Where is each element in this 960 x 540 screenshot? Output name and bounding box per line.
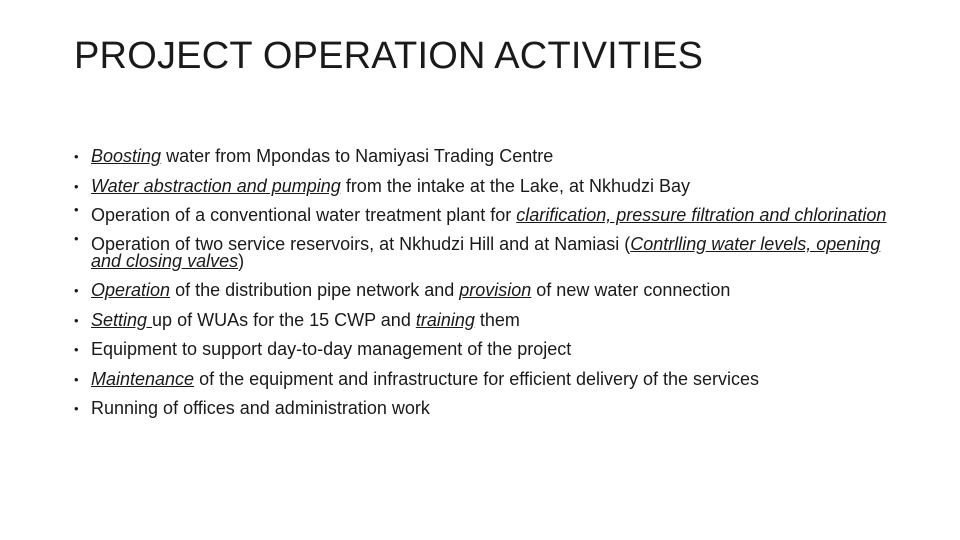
- bullet-text: of the equipment and infrastructure for efficient delivery of the services: [194, 368, 760, 389]
- emphasis-text: Setting: [91, 309, 153, 330]
- bullet-item: [74, 230, 894, 276]
- emphasis-text: clarification, pressure filtration and chlorination: [516, 205, 887, 225]
- bullet-text: Running of offices and administration work: [91, 398, 430, 418]
- bullet-list: [74, 142, 894, 424]
- bullet-dot-icon: •: [74, 283, 79, 298]
- bullet-item: [74, 276, 894, 306]
- emphasis-text: training: [415, 309, 475, 330]
- bullet-item: [74, 335, 894, 365]
- bullet-item: [74, 172, 894, 202]
- bullet-text: Operation of two service reservoirs, at Nkhudzi Hill and at Namiasi (: [91, 234, 631, 254]
- bullet-item: [74, 394, 894, 424]
- bullet-dot-icon: •: [74, 202, 79, 217]
- bullet-text: of the distribution pipe network and: [170, 280, 460, 300]
- bullet-text: ): [238, 251, 245, 271]
- bullet-dot-icon: •: [74, 371, 79, 387]
- bullet-item: [74, 142, 894, 172]
- bullet-dot-icon: •: [74, 178, 79, 194]
- emphasis-text: Operation: [91, 280, 171, 300]
- bullet-text: up of WUAs for the 15 CWP and: [152, 309, 416, 330]
- emphasis-text: provision: [459, 280, 532, 300]
- emphasis-text: Maintenance: [91, 368, 195, 389]
- bullet-item: [74, 365, 894, 395]
- emphasis-text: Water abstraction and pumping: [91, 175, 341, 196]
- bullet-dot-icon: •: [74, 401, 79, 416]
- bullet-text: them: [474, 309, 520, 330]
- bullet-text: water from Mpondas to Namiyasi Trading Centre: [161, 146, 554, 166]
- bullet-item: [74, 201, 894, 230]
- bullet-text: Equipment to support day-to-day management of the project: [91, 339, 572, 359]
- bullet-dot-icon: •: [74, 342, 79, 357]
- bullet-dot-icon: •: [74, 231, 79, 246]
- slide-title: PROJECT OPERATION ACTIVITIES: [74, 35, 704, 77]
- bullet-dot-icon: •: [74, 149, 79, 164]
- bullet-item: [74, 306, 894, 336]
- bullet-dot-icon: •: [74, 312, 79, 328]
- bullet-text: Operation of a conventional water treatment plant for: [91, 205, 517, 225]
- bullet-text: from the intake at the Lake, at Nkhudzi Bay: [340, 175, 691, 196]
- emphasis-text: Contrlling water levels, opening and closing valves: [91, 234, 881, 271]
- bullet-text: of new water connection: [531, 280, 731, 300]
- emphasis-text: Boosting: [91, 146, 162, 166]
